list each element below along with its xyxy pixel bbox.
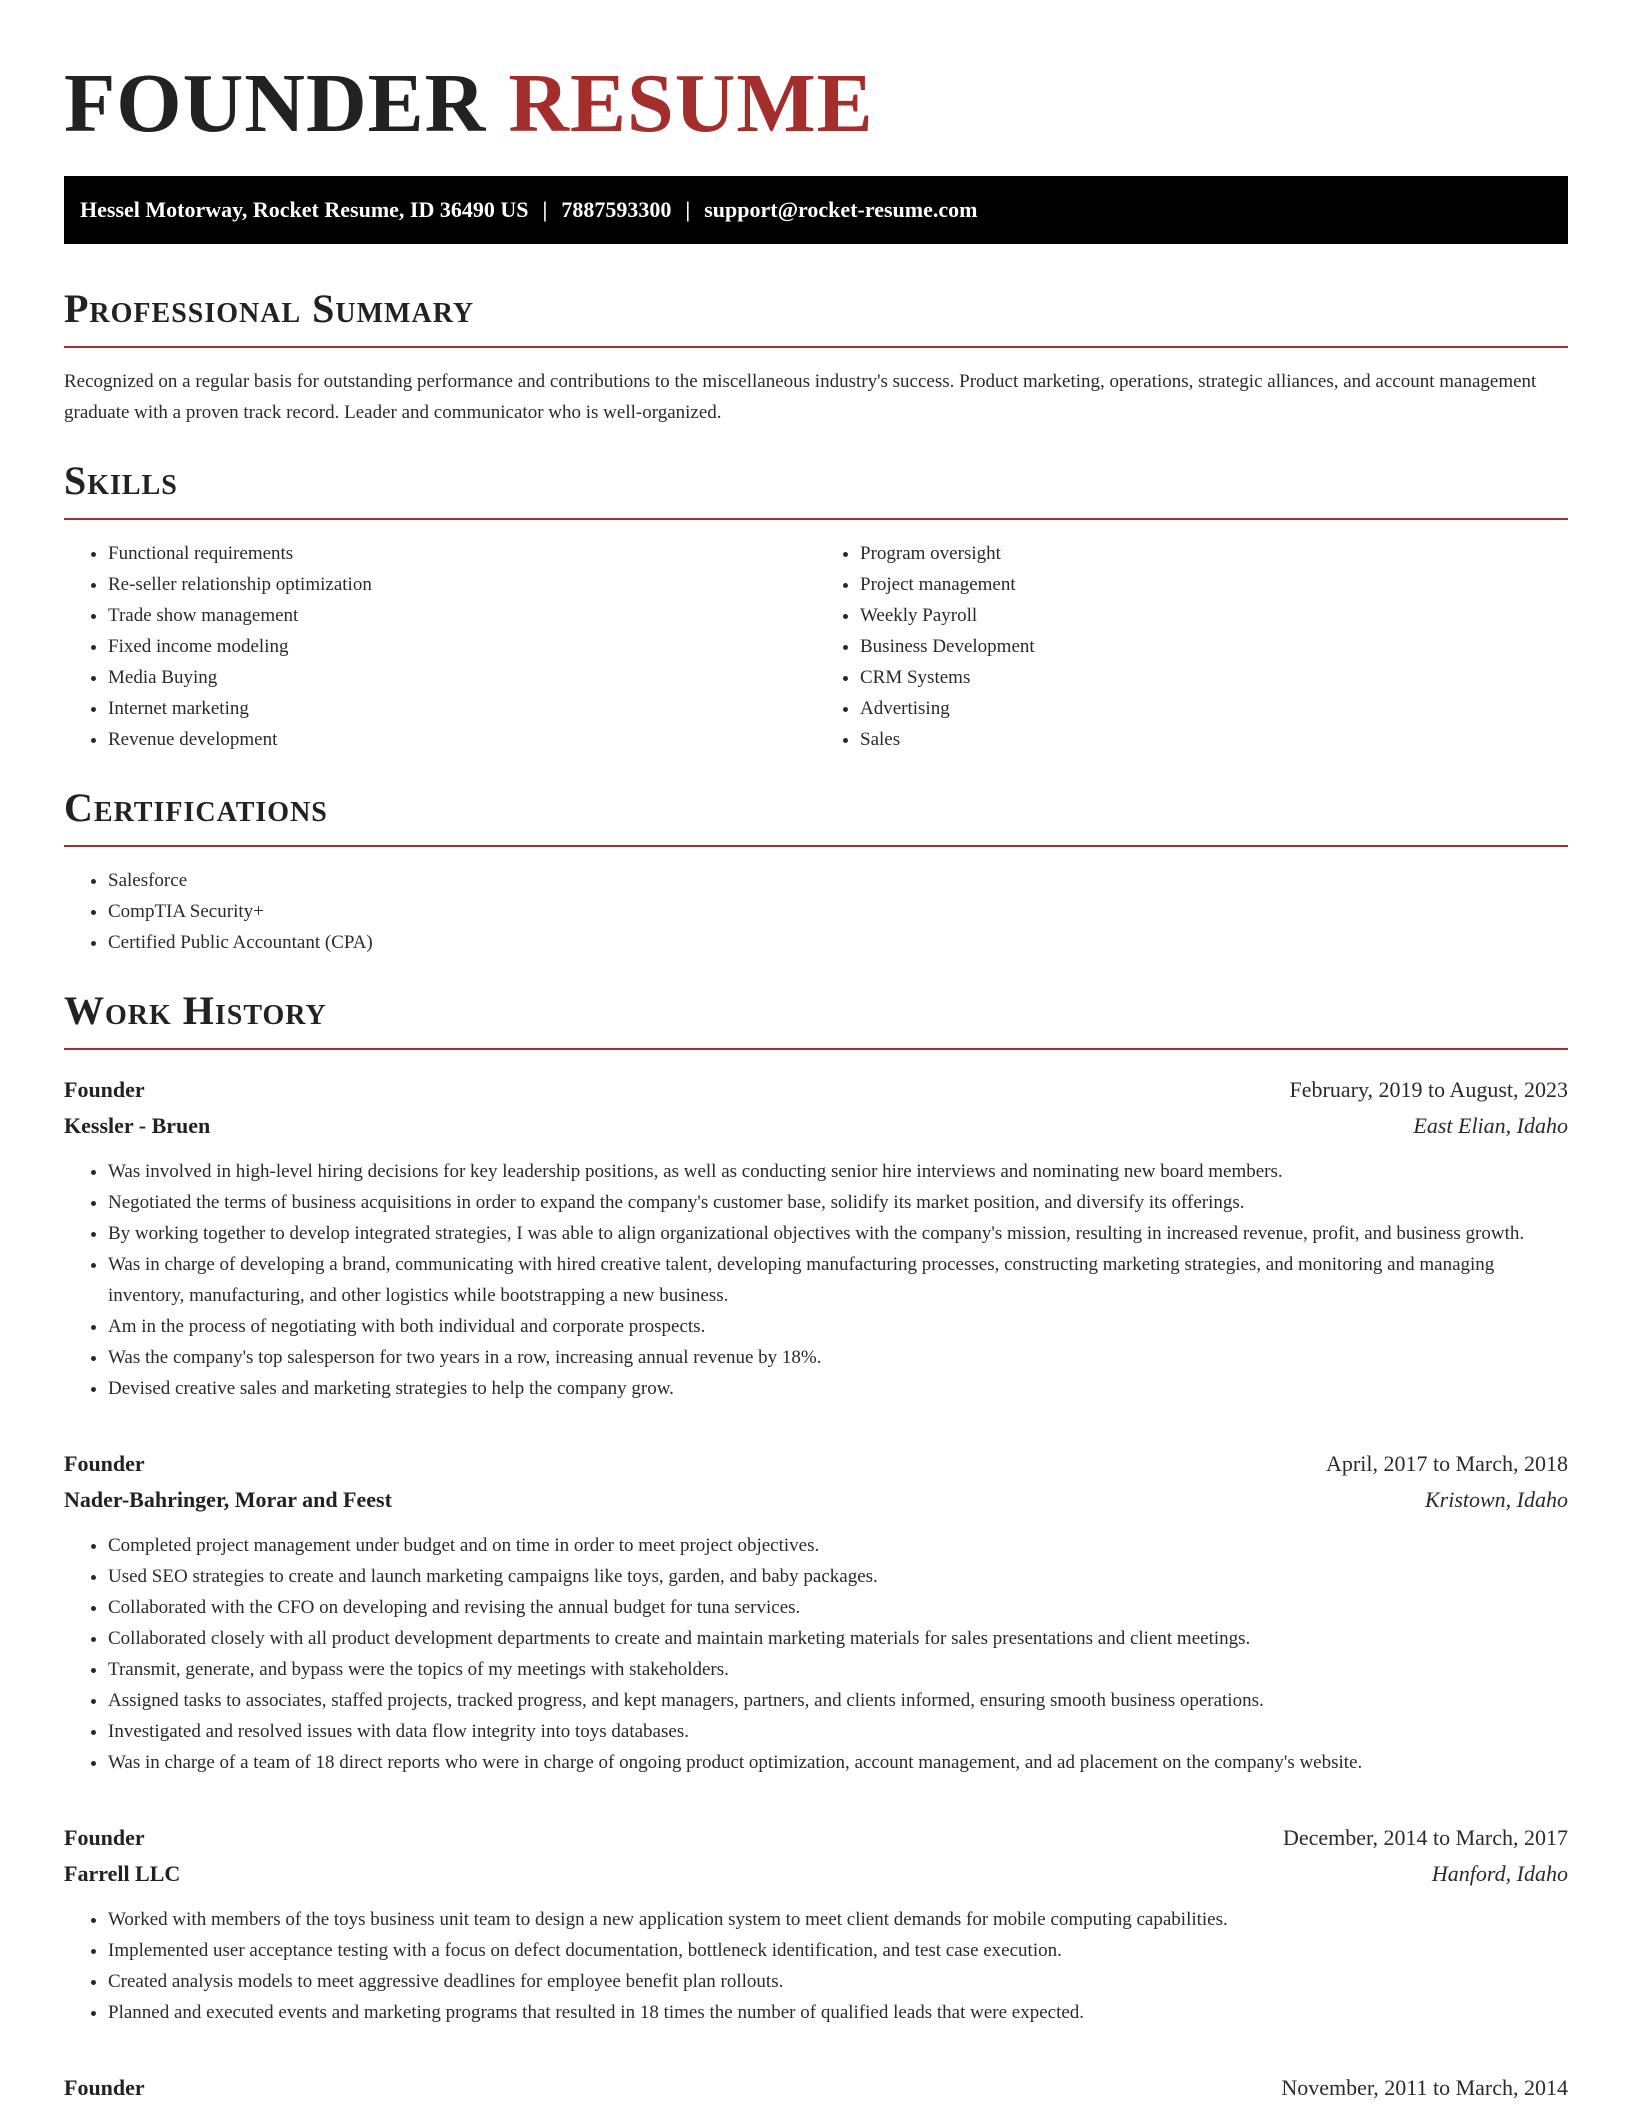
certification-item: • Certified Public Accountant (CPA) (108, 927, 1568, 958)
skill-item: • Functional requirements (108, 538, 816, 569)
job-entry (64, 1446, 1568, 1778)
skills-heading: Skills (64, 458, 1568, 520)
skill-item: • Trade show management (108, 600, 816, 631)
job-bullet: • Transmit, generate, and bypass were the topics of my meetings with stakeholders. (108, 1654, 1568, 1685)
certifications-list (64, 865, 1568, 958)
contact-email[interactable]: support@rocket-resume.com (704, 197, 978, 222)
contact-separator: | (542, 197, 548, 222)
contact-address: Hessel Motorway, Rocket Resume, ID 36490 US (80, 197, 529, 222)
job-bullet: • Worked with members of the toys business unit team to design a new application system to meet client demands for mobile computing capabilities. (108, 1904, 1568, 1935)
work-history-list (64, 1072, 1568, 2106)
job-title: Founder (64, 1825, 145, 1850)
job-bullet: • Was involved in high-level hiring decisions for key leadership positions, as well as conducting senior hire interviews and nominating new board members. (108, 1156, 1568, 1187)
job-company-row (64, 1108, 1568, 1144)
job-bullets (64, 1156, 1568, 1404)
job-bullet: • Completed project management under budget and on time in order to meet project objectives. (108, 1530, 1568, 1561)
certification-item: • Salesforce (108, 865, 1568, 896)
certifications-heading: Certifications (64, 785, 1568, 847)
job-company: Farrell LLC (64, 1861, 181, 1886)
job-dates: December, 2014 to March, 2017 (1282, 1825, 1568, 1850)
job-company-row (64, 1482, 1568, 1518)
job-title: Founder (64, 1451, 145, 1476)
job-bullet: • Collaborated with the CFO on developing and revising the annual budget for tuna services. (108, 1592, 1568, 1623)
skill-item: • Program oversight (860, 538, 1568, 569)
certification-item: • CompTIA Security+ (108, 896, 1568, 927)
title-accent: RESUME (508, 57, 874, 150)
job-bullet: • Was in charge of a team of 18 direct reports who were in charge of ongoing product optimization, account management, and ad placement on the company's website. (108, 1747, 1568, 1778)
job-dates: November, 2011 to March, 2014 (1281, 2075, 1568, 2100)
skill-item: • CRM Systems (860, 662, 1568, 693)
job-location: Kristown, Idaho (1424, 1487, 1568, 1512)
job-bullet: • Am in the process of negotiating with both individual and corporate prospects. (108, 1311, 1568, 1342)
job-bullet: • Collaborated closely with all product development departments to create and maintain marketing materials for sales presentations and client meetings. (108, 1623, 1568, 1654)
job-bullet: • Created analysis models to meet aggressive deadlines for employee benefit plan rollouts. (108, 1966, 1568, 1997)
job-bullet: • Devised creative sales and marketing strategies to help the company grow. (108, 1373, 1568, 1404)
contact-separator: | (685, 197, 691, 222)
job-location: East Elian, Idaho (1413, 1113, 1568, 1138)
job-dates: February, 2019 to August, 2023 (1289, 1077, 1568, 1102)
skill-item: • Project management (860, 569, 1568, 600)
skill-item: • Advertising (860, 693, 1568, 724)
skill-item: • Media Buying (108, 662, 816, 693)
job-entry (64, 2070, 1568, 2106)
skill-item: • Sales (860, 724, 1568, 755)
job-entry (64, 1820, 1568, 2028)
job-bullets (64, 1530, 1568, 1778)
job-bullet: • Negotiated the terms of business acquisitions in order to expand the company's customer base, solidify its market position, and diversify its offerings. (108, 1187, 1568, 1218)
job-dates: April, 2017 to March, 2018 (1326, 1451, 1568, 1476)
job-location: Hanford, Idaho (1431, 1861, 1568, 1886)
job-bullet: • Investigated and resolved issues with data flow integrity into toys databases. (108, 1716, 1568, 1747)
job-bullet: • Was in charge of developing a brand, communicating with hired creative talent, developing manufacturing processes, constructing marketing strategies, and monitoring and managing inventory, manufacturing, and other logistics while bootstrapping a new business. (108, 1249, 1568, 1311)
skill-item: • Business Development (860, 631, 1568, 662)
job-bullet: • Assigned tasks to associates, staffed projects, tracked progress, and kept managers, partners, and clients informed, ensuring smooth business operations. (108, 1685, 1568, 1716)
job-bullet: • Planned and executed events and marketing programs that resulted in 18 times the number of qualified leads that were expected. (108, 1997, 1568, 2028)
job-entry (64, 1072, 1568, 1404)
contact-bar (64, 176, 1568, 244)
summary-heading: Professional Summary (64, 286, 1568, 348)
skill-item: • Weekly Payroll (860, 600, 1568, 631)
job-header-row (64, 1820, 1568, 1856)
job-bullet: • Implemented user acceptance testing with a focus on defect documentation, bottleneck identification, and test case execution. (108, 1935, 1568, 1966)
skills-list-left (64, 538, 816, 755)
skill-item: • Fixed income modeling (108, 631, 816, 662)
job-bullets (64, 1904, 1568, 2028)
job-title: Founder (64, 2075, 145, 2100)
skill-item: • Re-seller relationship optimization (108, 569, 816, 600)
skills-list-right (816, 538, 1568, 755)
job-bullet: • Was the company's top salesperson for two years in a row, increasing annual revenue by 18%. (108, 1342, 1568, 1373)
job-company: Kessler - Bruen (64, 1113, 211, 1138)
job-company-row (64, 1856, 1568, 1892)
resume-title (64, 0, 1568, 150)
skill-item: • Internet marketing (108, 693, 816, 724)
title-main: FOUNDER (64, 57, 487, 150)
job-header-row (64, 1446, 1568, 1482)
contact-phone: 7887593300 (561, 197, 672, 222)
job-title: Founder (64, 1077, 145, 1102)
job-header-row (64, 2070, 1568, 2106)
job-bullet: • By working together to develop integrated strategies, I was able to align organizational objectives with the company's mission, resulting in increased revenue, profit, and business growth. (108, 1218, 1568, 1249)
work-history-heading: Work History (64, 988, 1568, 1050)
summary-text: Recognized on a regular basis for outstanding performance and contributions to the miscellaneous industry's success. Product marketing, operations, strategic alliances, and account management graduate with a proven track record. Leader and communicator who is well-organized. (64, 371, 1537, 423)
job-bullet: • Used SEO strategies to create and launch marketing campaigns like toys, garden, and baby packages. (108, 1561, 1568, 1592)
job-company: Nader-Bahringer, Morar and Feest (64, 1487, 392, 1512)
skill-item: • Revenue development (108, 724, 816, 755)
skills-grid (64, 538, 1568, 755)
job-header-row (64, 1072, 1568, 1108)
